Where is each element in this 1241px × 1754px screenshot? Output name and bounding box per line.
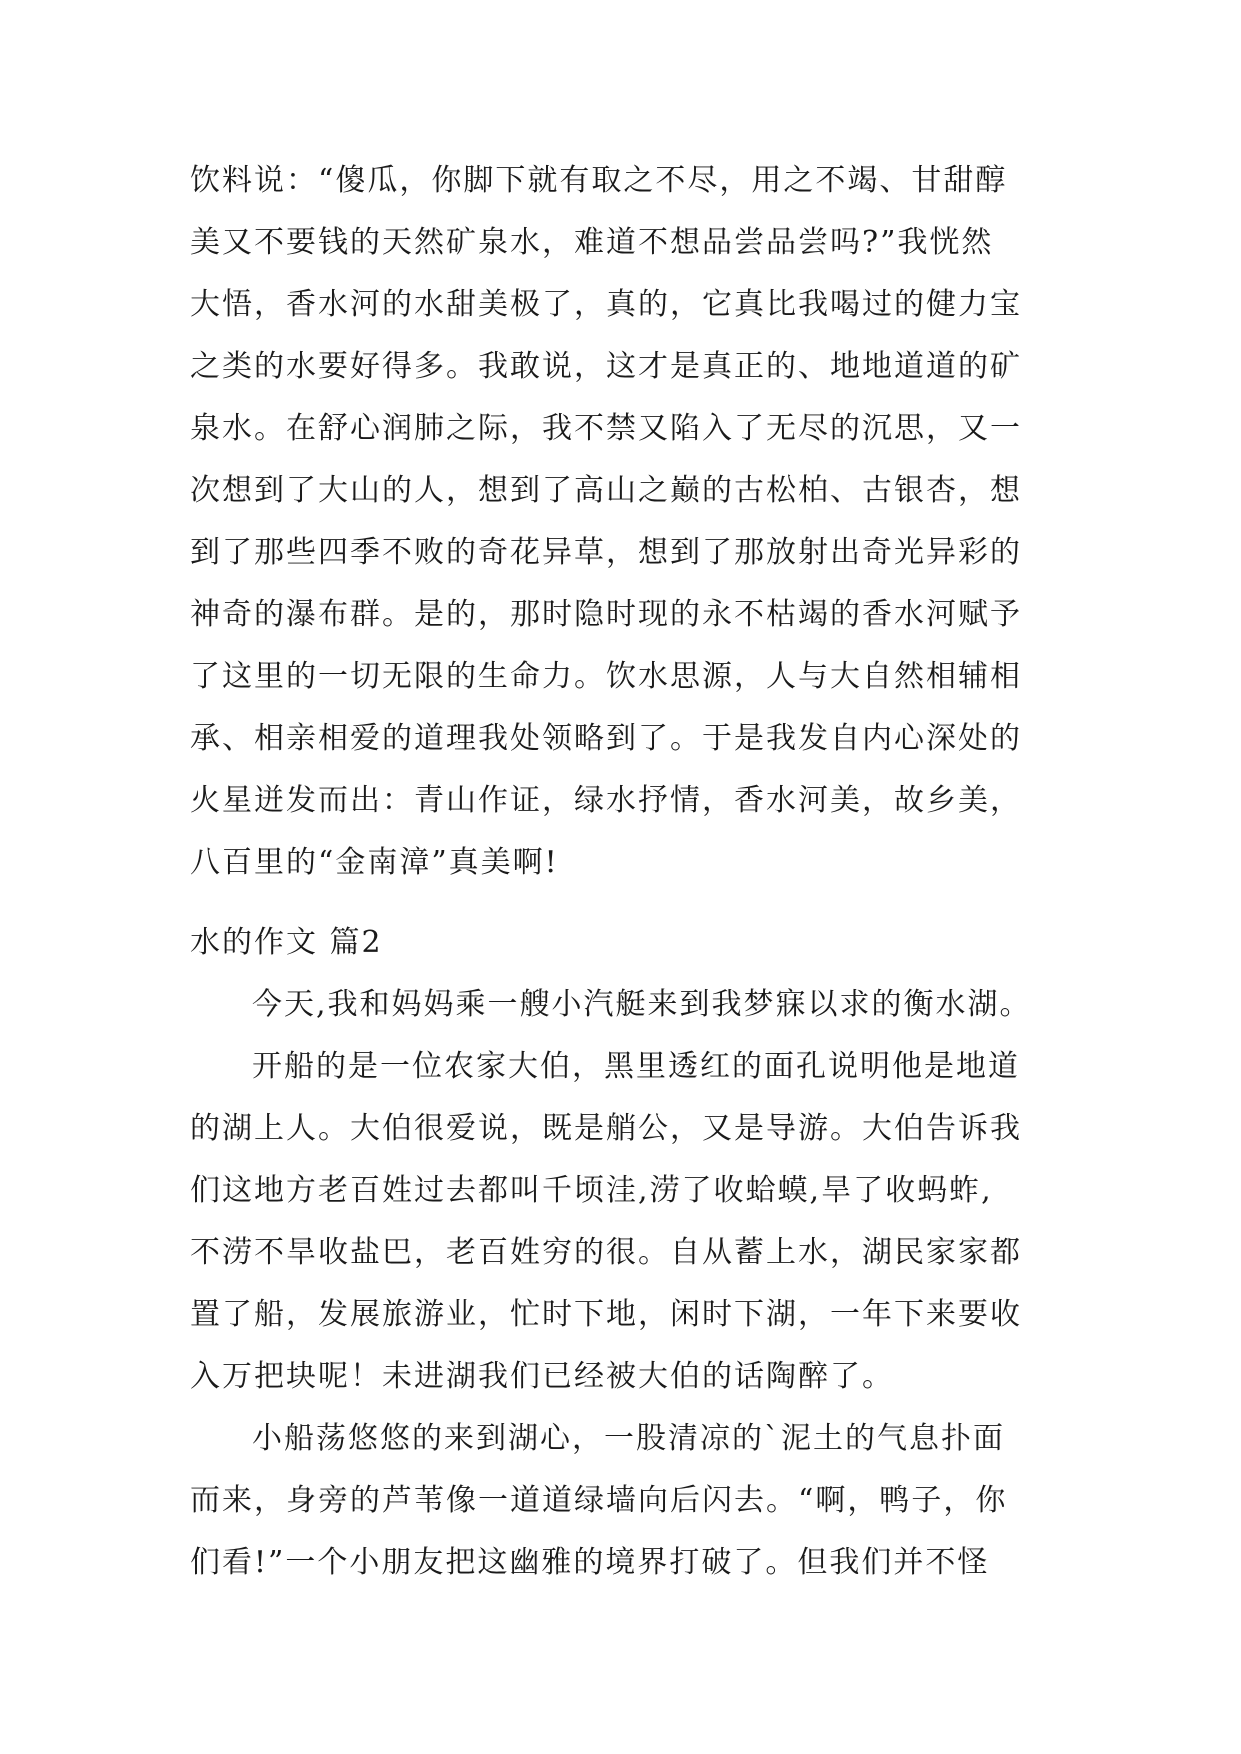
text-line: 了这里的一切无限的生命力。饮水思源，人与大自然相辅相 (190, 659, 1022, 694)
text-line: 火星迸发而出：青山作证，绿水抒情，香水河美，故乡美， (190, 783, 1022, 818)
text-line: 八百里的“金南漳”真美啊! (190, 845, 559, 880)
text-line: 而来，身旁的芦苇像一道道绿墙向后闪去。“啊，鸭子，你 (190, 1483, 1008, 1518)
text-line: 次想到了大山的人，想到了高山之巅的古松柏、古银杏，想 (190, 473, 1022, 508)
paragraph-first-line: 今天,我和妈妈乘一艘小汽艇来到我梦寐以求的衡水湖。 (252, 987, 1032, 1022)
section-heading: 水的作文 篇2 (190, 925, 383, 960)
text-line: 到了那些四季不败的奇花异草，想到了那放射出奇光异彩的 (190, 535, 1022, 570)
text-line: 大悟，香水河的水甜美极了，真的，它真比我喝过的健力宝 (190, 287, 1022, 322)
text-line: 美又不要钱的天然矿泉水，难道不想品尝品尝吗?”我恍然 (190, 225, 994, 260)
text-line: 入万把块呢！未进湖我们已经被大伯的话陶醉了。 (190, 1359, 894, 1394)
paragraph-first-line: 小船荡悠悠的来到湖心，一股清凉的`泥土的气息扑面 (252, 1421, 1005, 1456)
paragraph-first-line: 开船的是一位农家大伯，黑里透红的面孔说明他是地道 (252, 1049, 1020, 1084)
text-line: 们这地方老百姓过去都叫千顷洼,涝了收蛤蟆,旱了收蚂蚱, (190, 1173, 993, 1208)
text-line: 不涝不旱收盐巴，老百姓穷的很。自从蓄上水，湖民家家都 (190, 1235, 1022, 1270)
text-line: 泉水。在舒心润肺之际，我不禁又陷入了无尽的沉思，又一 (190, 411, 1022, 446)
text-line: 神奇的瀑布群。是的，那时隐时现的永不枯竭的香水河赋予 (190, 597, 1022, 632)
text-line: 之类的水要好得多。我敢说，这才是真正的、地地道道的矿 (190, 349, 1022, 384)
essay-1-paragraph (190, 150, 1070, 894)
text-line: 的湖上人。大伯很爱说，既是艄公，又是导游。大伯告诉我 (190, 1111, 1022, 1146)
text-line: 们看!”一个小朋友把这幽雅的境界打破了。但我们并不怪 (190, 1545, 990, 1580)
essay-2-body (190, 974, 1070, 1594)
text-line: 置了船，发展旅游业，忙时下地，闲时下湖，一年下来要收 (190, 1297, 1022, 1332)
text-line: 饮料说：“傻瓜，你脚下就有取之不尽，用之不竭、甘甜醇 (190, 163, 1008, 198)
text-line: 承、相亲相爱的道理我处领略到了。于是我发自内心深处的 (190, 721, 1022, 756)
